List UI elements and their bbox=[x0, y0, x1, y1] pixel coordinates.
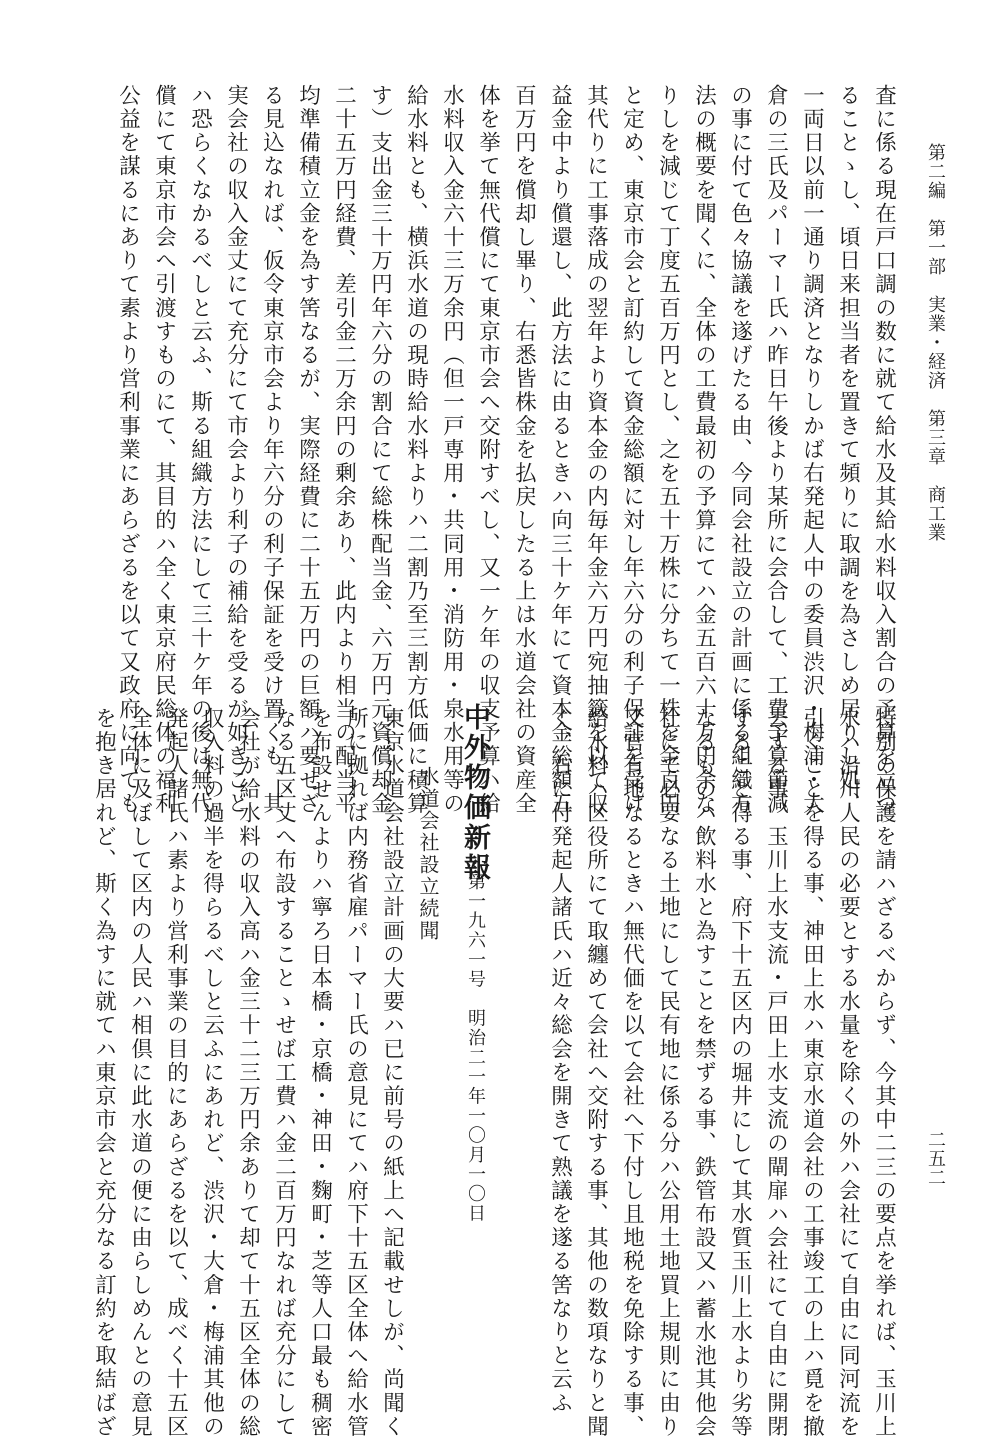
running-header: 第二編 第一部 実業・経済 第三章 商工業 bbox=[925, 143, 946, 542]
upper-column: る見込なれば、仮令東京市会より年六分の利子保証を受け置くも、其 bbox=[259, 84, 285, 816]
upper-column: 其代りに工事落成の翌年より資本金の内毎年金六万円宛抽籤を以て収 bbox=[583, 84, 609, 816]
lower-column: 引くことを得る事、神田上水ハ東京水道会社の工事竣工の上ハ覓を撤 bbox=[799, 707, 825, 1439]
article-column: 全体に及ぼして区内の人民ハ相倶に此水道の便に由らしめんとの意見 bbox=[127, 707, 153, 1439]
upper-column: 給水料とも、横浜水道の現時給水料よりハ二割乃至三割方低価に積算 bbox=[403, 84, 429, 816]
article-column: 収入料の過半を得らるべしと云ふにあれど、渋沢・大倉・梅浦其他の bbox=[199, 707, 225, 1439]
article-subtitle: 水道会社設立続聞 bbox=[416, 766, 440, 942]
lower-column: なるものハ飲料水と為すことを禁ずる事、鉄管布設又ハ蓄水池其他会 bbox=[691, 707, 717, 1439]
upper-column: 水料収入金六十三万余円（但一戸専用・共同用・消防用・泉水用等の bbox=[439, 84, 465, 816]
upper-column: ることゝし、頃日来担当者を置きて頻りに取調を為さしめ居りし処、 bbox=[835, 84, 861, 816]
upper-column: 体を挙て無代償にて東京市会へ交附すべし、又一ケ年の収支予算ハ給 bbox=[475, 84, 501, 816]
upper-column: 一両日以前一通り調済となりしかば右発起人中の委員渋沢・梅浦・大 bbox=[799, 84, 825, 816]
upper-column: 倉の三氏及パーマー氏ハ昨日午後より某所に会合して、工費予算節減 bbox=[763, 84, 789, 816]
upper-column: 二十五万円経費、差引金二万余円の剰余あり、此内より相当の配当平 bbox=[331, 84, 357, 816]
lower-column: 水ハ沿川人民の必要とする水量を除くの外ハ会社にて自由に同河流を bbox=[835, 707, 861, 1439]
lower-column: 社にて必要なる土地にして民有地に係る分ハ公用土地買上規則に由り bbox=[655, 707, 681, 1439]
article-column: 東京水道会社設立計画の大要ハ已に前号の紙上へ記載せしが、尚聞く bbox=[379, 707, 405, 1439]
page-number: 二五二 bbox=[925, 1130, 946, 1187]
newspaper-title: 中外物価新報 bbox=[459, 703, 490, 883]
upper-column: と定め、東京市会と訂約して資金総額に対し年六分の利子保証を受け bbox=[619, 84, 645, 816]
upper-column: 実会社の収入金丈にて充分にて市会より利子の補給を受るが如きこと bbox=[223, 84, 249, 816]
lower-column: 特別の保護を請ハざるべからず、今其中二三の要点を挙れば、玉川上 bbox=[871, 707, 897, 1439]
lower-column: 去する事、玉川上水支流・戸田上水支流の閘扉ハ会社にて自由に開閉 bbox=[763, 707, 789, 1439]
article-column: 会社が給水料の収入高ハ金三十二三万円余ありて却て十五区全体の総 bbox=[235, 707, 261, 1439]
upper-column: の事に付て色々協議を遂げたる由、今同会社設立の計画に係る組織方 bbox=[727, 84, 753, 816]
lower-column: すること得る事、府下十五区内の堀井にして其水質玉川上水より劣等 bbox=[727, 707, 753, 1439]
upper-column: りしを減じて丁度五百万円とし、之を五十万株に分ちて一株を金百円 bbox=[655, 84, 681, 816]
upper-column: 法の概要を聞くに、全体の工費最初の予算にてハ金五百六十万円余な bbox=[691, 84, 717, 816]
upper-column: 公益を謀るにありて素より営利事業にあらざるを以て又政府に向ても bbox=[115, 84, 141, 816]
article-column: を抱き居れど、斯く為すに就てハ東京市会と充分なる訂約を取結ばざ bbox=[91, 707, 117, 1439]
upper-column: 償にて東京市会へ引渡すものにて、其目的ハ全く東京府民総体の福利 bbox=[151, 84, 177, 816]
upper-column: 査に係る現在戸口調の数に就て給水及其給水料収入割合の予算を立つ bbox=[871, 84, 897, 816]
lower-column: く、右に付発起人諸氏ハ近々総会を開きて熟議を遂る筈なりと云ふ bbox=[547, 707, 573, 1415]
article-column: 所に拠れば内務省雇パーマー氏の意見にてハ府下十五区全体へ給水管 bbox=[343, 707, 369, 1439]
article-column: なる五区丈へ布設することゝせば工費ハ金二百万円なれば充分にして bbox=[271, 707, 297, 1439]
upper-column: 益金中より償還し、此方法に由るときハ向三十ケ年にて資本金総額五 bbox=[547, 84, 573, 816]
lower-column: 給水料ハ区役所にて取纏めて会社へ交附する事、其他の数項なりと聞 bbox=[583, 707, 609, 1439]
article-column: 発起人諸氏ハ素より営利事業の目的にあらざるを以て、成べく十五区 bbox=[163, 707, 189, 1439]
upper-column: 均準備積立金を為す筈なるが、実際経費に二十五万円の巨額ハ要せざ bbox=[295, 84, 321, 816]
lower-column: 又官有地なるときハ無代価を以て会社へ下付し且地税を免除する事、 bbox=[619, 707, 645, 1439]
upper-column: ハ恐らくなかるべしと云ふ、斯る組織方法にして三十ケ年の後は無代 bbox=[187, 84, 213, 816]
upper-column: 百万円を償却し畢り、右悉皆株金を払戻したる上は水道会社の資産全 bbox=[511, 84, 537, 816]
upper-column: す）支出金三十万円年六分の割合にて総株配当金、六万円元資償却金 bbox=[367, 84, 393, 816]
article-column: を布設せんよりハ寧ろ日本橋・京橋・神田・麴町・芝等人口最も稠密 bbox=[307, 707, 333, 1439]
issue-info: 第一九六一号 明治二一年一〇月一〇日 bbox=[465, 872, 486, 1223]
